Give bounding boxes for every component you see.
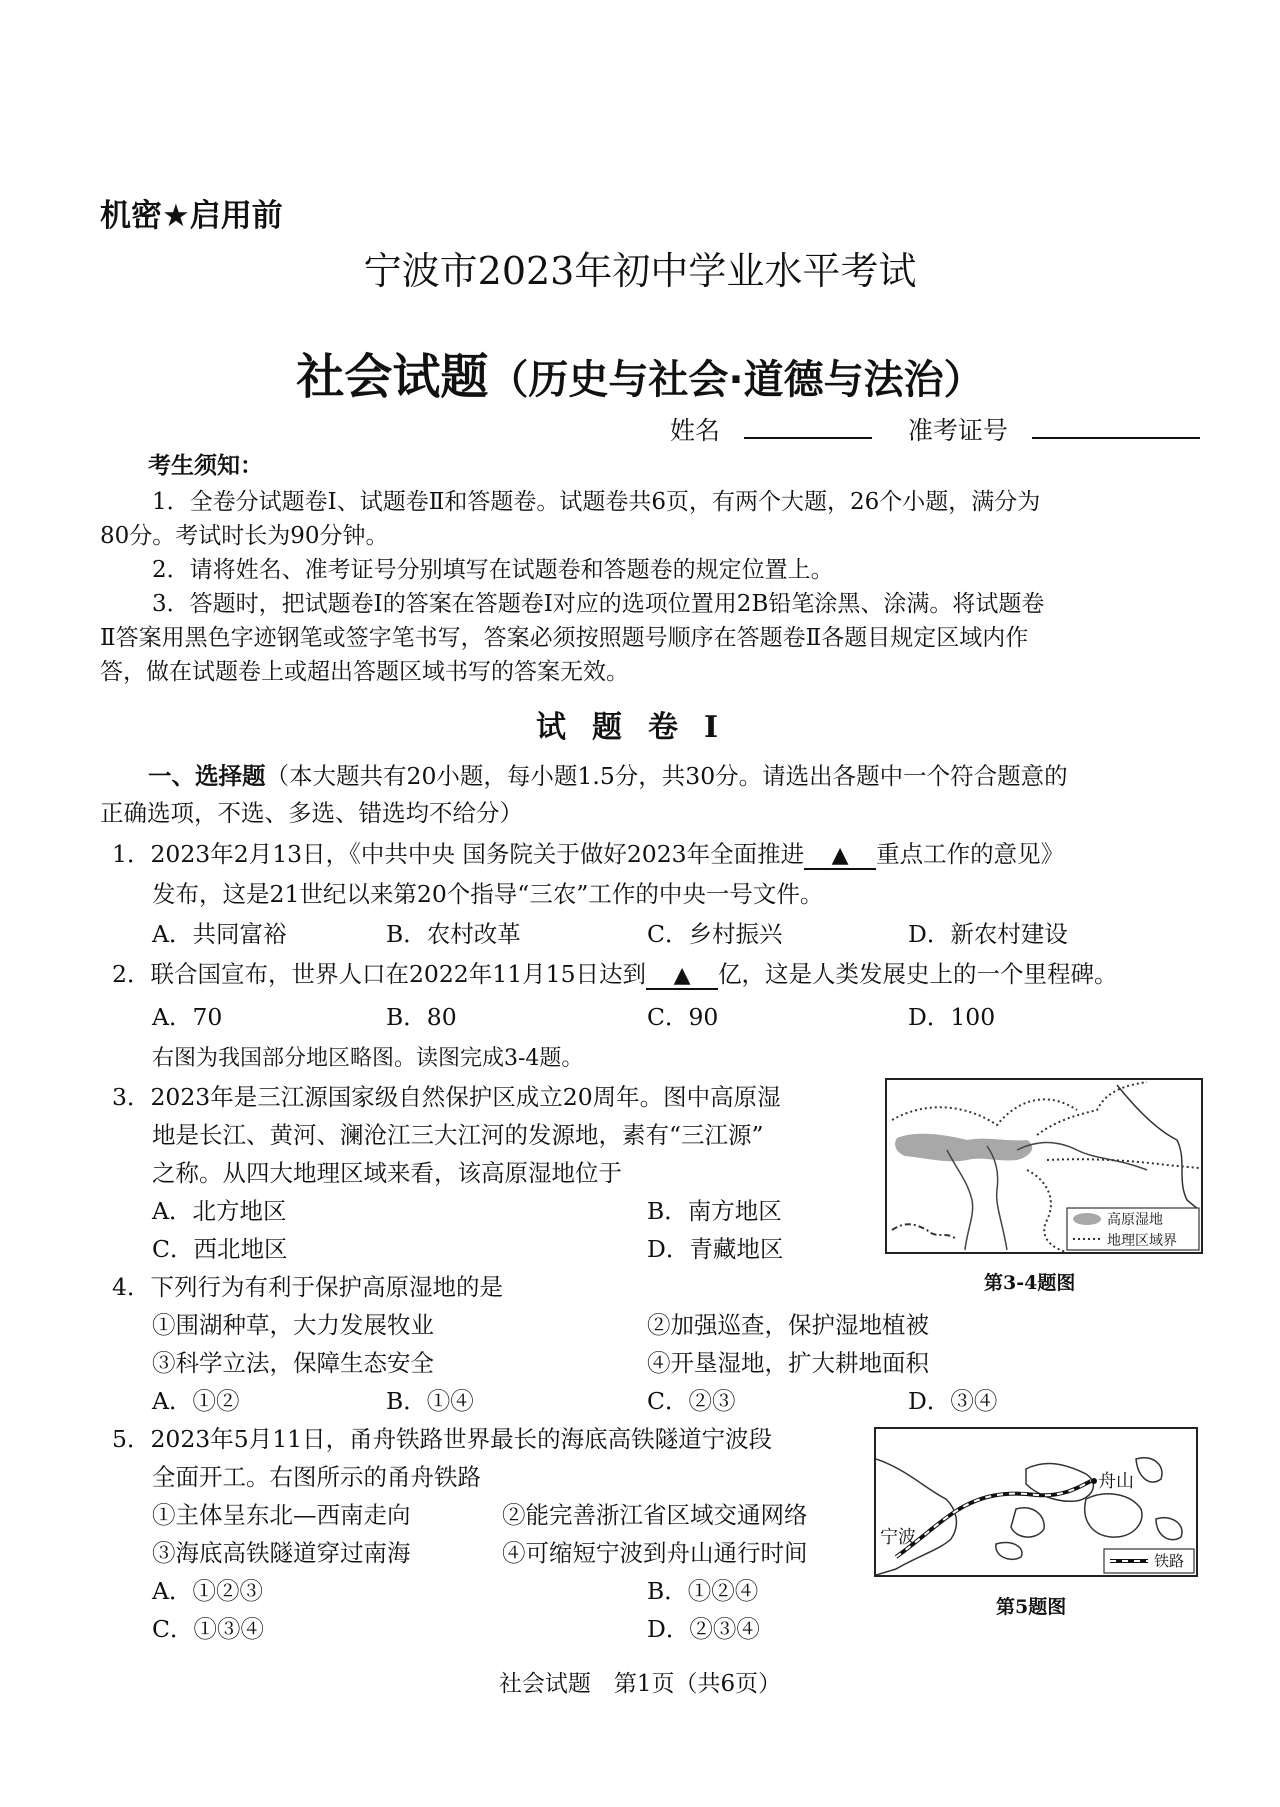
q5-option-b[interactable]: B．①②④ <box>647 1577 759 1605</box>
q4-stem: 4．下列行为有利于保护高原湿地的是 <box>112 1273 503 1301</box>
q4-item-3: ③科学立法，保障生态安全 <box>152 1349 434 1377</box>
q1-stem-b: 重点工作的意见》 <box>876 840 1065 868</box>
q3-stem-cont: 地是长江、黄河、澜沧江三大江河的发源地，素有“三江源” <box>152 1121 764 1149</box>
railway-line-dash <box>896 1481 1091 1557</box>
notice-title: 考生须知： <box>148 452 263 479</box>
q2-option-c[interactable]: C．90 <box>647 1003 719 1031</box>
label-zhoushan: 舟山 <box>1098 1471 1134 1492</box>
id-blank[interactable] <box>1032 415 1200 439</box>
candidate-fields <box>670 411 1200 447</box>
q5-stem-cont: 全面开工。右图所示的甬舟铁路 <box>152 1463 481 1491</box>
river-line-2 <box>987 1146 1007 1250</box>
q2-option-b[interactable]: B．80 <box>386 1003 457 1031</box>
notice-item-3-cont2: 答，做在试题卷上或超出答题区域书写的答案无效。 <box>100 659 629 685</box>
zhoushan-point <box>1091 1478 1097 1484</box>
part-desc: （本大题共有20小题，每小题1.5分，共30分。请选出各题中一个符合题意的 <box>265 762 1068 790</box>
q2-stem-a: 2．联合国宣布，世界人口在2022年11月15日达到 <box>112 960 647 988</box>
boundary-line-2 <box>1037 1082 1147 1135</box>
legend-wetland-label: 高原湿地 <box>1107 1212 1163 1228</box>
figure-railway-map <box>874 1427 1198 1577</box>
q5-option-a[interactable]: A．①②③ <box>152 1577 263 1605</box>
boundary-line <box>892 1099 1077 1125</box>
q1-stem-a: 1．2023年2月13日，《中共中央 国务院关于做好2023年全面推进 <box>112 840 805 868</box>
q3-option-c[interactable]: C．西北地区 <box>152 1235 288 1263</box>
q3-option-b[interactable]: B．南方地区 <box>647 1197 782 1225</box>
subject-title <box>0 338 1280 407</box>
part-heading <box>148 757 1068 791</box>
q5-option-c[interactable]: C．①③④ <box>152 1615 264 1643</box>
q5-item-4: ④可缩短宁波到舟山通行时间 <box>502 1539 808 1567</box>
river-line <box>947 1150 973 1250</box>
q4-option-b[interactable]: B．①④ <box>386 1387 474 1415</box>
notice-item-3: 3．答题时，把试题卷Ⅰ的答案在答题卷Ⅰ对应的选项位置用2B铅笔涂黑、涂满。将试题卷 <box>152 591 1045 617</box>
notice-item-2: 2．请将姓名、准考证号分别填写在试题卷和答题卷的规定位置上。 <box>152 557 834 583</box>
q4-option-d[interactable]: D．③④ <box>908 1387 998 1415</box>
coastline <box>1117 1085 1199 1210</box>
q1-stem <box>112 835 1064 870</box>
q3-stem-cont2: 之称。从四大地理区域来看，该高原湿地位于 <box>152 1159 622 1187</box>
border-line <box>892 1224 957 1240</box>
boundary-line-4 <box>1047 1159 1199 1168</box>
q2-blank[interactable]: ▲ <box>646 960 718 990</box>
legend-railway-label: 铁路 <box>1154 1552 1185 1570</box>
q1-option-d[interactable]: D．新农村建设 <box>908 920 1068 948</box>
figure-5-caption: 第5题图 <box>996 1596 1067 1618</box>
part-label: 一、选择题 <box>148 762 266 790</box>
q4-option-c[interactable]: C．②③ <box>647 1387 736 1415</box>
legend-wetland-swatch <box>1073 1213 1101 1225</box>
q1-option-a[interactable]: A．共同富裕 <box>152 920 287 948</box>
q2-stem <box>112 955 1118 990</box>
id-label: 准考证号 <box>907 416 1008 445</box>
q4-item-4: ④开垦湿地，扩大耕地面积 <box>647 1349 929 1377</box>
label-ningbo: 宁波 <box>880 1527 916 1548</box>
legend-boundary-label: 地理区域界 <box>1107 1233 1177 1249</box>
q3-stem: 3．2023年是三江源国家级自然保护区成立20周年。图中高原湿 <box>112 1083 781 1111</box>
q3-4-intro: 右图为我国部分地区略图。读图完成3-4题。 <box>152 1046 584 1071</box>
q3-option-a[interactable]: A．北方地区 <box>152 1197 287 1225</box>
river-line-3 <box>1017 1143 1147 1171</box>
q5-stem: 5．2023年5月11日，甬舟铁路世界最长的海底高铁隧道宁波段 <box>112 1425 773 1453</box>
island-6 <box>996 1542 1022 1559</box>
notice-item-1-cont: 80分。考试时长为90分钟。 <box>100 523 389 549</box>
part-desc-cont: 正确选项，不选、多选、错选均不给分） <box>100 799 523 827</box>
page-footer: 社会试题 第1页（共6页） <box>498 1671 782 1697</box>
railway-map-svg <box>876 1429 1196 1575</box>
q1-option-b[interactable]: B．农村改革 <box>386 920 521 948</box>
q1-stem-cont: 发布，这是21世纪以来第20个指导“三农”工作的中央一号文件。 <box>152 880 824 908</box>
q5-option-d[interactable]: D．②③④ <box>647 1615 760 1643</box>
figure-3-4-caption: 第3-4题图 <box>984 1272 1076 1294</box>
q2-option-d[interactable]: D．100 <box>908 1003 996 1031</box>
boundary-line-3 <box>1027 1170 1067 1252</box>
island-2 <box>1085 1494 1142 1537</box>
q4-item-2: ②加强巡查，保护湿地植被 <box>647 1311 929 1339</box>
name-label: 姓名 <box>670 416 721 445</box>
island-3 <box>1011 1508 1044 1537</box>
confidential-label: 机密★启用前 <box>100 198 283 234</box>
subject-main: 社会试题 <box>296 349 489 405</box>
q1-blank[interactable]: ▲ <box>804 840 876 870</box>
q3-option-d[interactable]: D．青藏地区 <box>647 1235 784 1263</box>
island-4 <box>1136 1458 1162 1482</box>
q2-option-a[interactable]: A．70 <box>152 1003 223 1031</box>
q5-item-3: ③海底高铁隧道穿过南海 <box>152 1539 411 1567</box>
q2-stem-b: 亿，这是人类发展史上的一个里程碑。 <box>718 960 1118 988</box>
q5-item-1: ①主体呈东北—西南走向 <box>152 1501 411 1529</box>
subject-scope: （历史与社会·道德与法治） <box>488 357 984 403</box>
wetland-area <box>895 1134 1032 1162</box>
q4-option-a[interactable]: A．①② <box>152 1387 240 1415</box>
island-5 <box>1156 1518 1182 1540</box>
notice-item-3-cont: Ⅱ答案用黑色字迹钢笔或签字笔书写，答案必须按照题号顺序在答题卷Ⅱ各题目规定区域内作 <box>100 625 1029 651</box>
name-blank[interactable] <box>744 415 872 439</box>
figure-region-map <box>885 1078 1203 1254</box>
exam-title: 宁波市2023年初中学业水平考试 <box>363 249 917 293</box>
section-title: 试题卷Ⅰ <box>535 710 745 745</box>
q5-item-2: ②能完善浙江省区域交通网络 <box>502 1501 808 1529</box>
notice-item-1: 1．全卷分试题卷Ⅰ、试题卷Ⅱ和答题卷。试题卷共6页，有两个大题，26个小题，满分为 <box>152 489 1041 515</box>
q4-item-1: ①围湖种草，大力发展牧业 <box>152 1311 434 1339</box>
q1-option-c[interactable]: C．乡村振兴 <box>647 920 783 948</box>
